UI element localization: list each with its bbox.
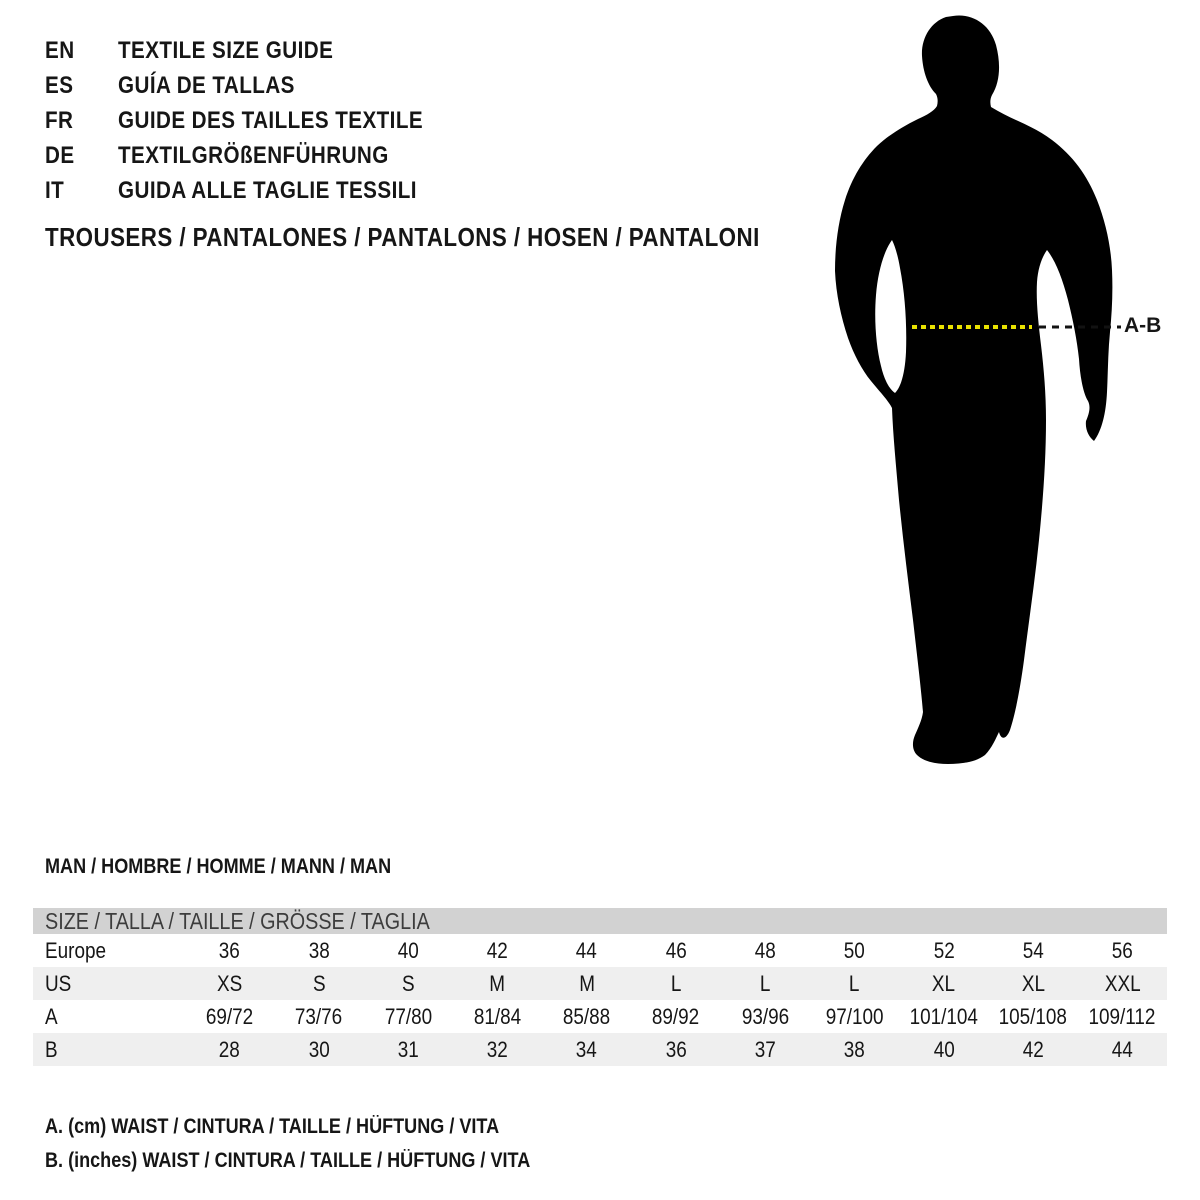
row-label: B (45, 1036, 58, 1062)
size-table-header: SIZE / TALLA / TAILLE / GRÖSSE / TAGLIA (33, 908, 1167, 934)
note-b-inches: B. (inches) WAIST / CINTURA / TAILLE / HÜFTUNG / VITA (45, 1149, 531, 1172)
product-heading: TROUSERS / PANTALONES / PANTALONS / HOSEN / PANTALONI (45, 222, 760, 252)
language-code: DE (45, 141, 75, 169)
row-label: US (45, 970, 72, 996)
language-code: EN (45, 36, 75, 64)
language-code: IT (45, 176, 65, 204)
table-row-us: US XS S S M M L L L XL XL XXL (33, 967, 1167, 1000)
language-code: ES (45, 71, 74, 99)
measurement-notes (45, 1110, 609, 1178)
size-table (33, 908, 1167, 1066)
guide-title-fr: GUIDE DES TAILLES TEXTILE (118, 106, 424, 134)
waist-measure-label: A-B (1124, 314, 1162, 337)
guide-title-de: TEXTILGRÖßENFÜHRUNG (118, 141, 389, 169)
row-label: A (45, 1003, 58, 1029)
note-a-cm: A. (cm) WAIST / CINTURA / TAILLE / HÜFTUNG / VITA (45, 1115, 500, 1138)
table-row-a-cm: A 69/72 73/76 77/80 81/84 85/88 89/92 93/96 97/100 101/104 105/108 109/112 (33, 1000, 1167, 1033)
table-row-b-inches: B 28 30 31 32 34 36 37 38 40 42 44 (33, 1033, 1167, 1066)
table-row-europe: Europe 36 38 40 42 44 46 48 50 52 54 56 (33, 934, 1167, 967)
man-silhouette (835, 16, 1112, 764)
guide-title-en: TEXTILE SIZE GUIDE (118, 36, 334, 64)
row-label: Europe (45, 937, 107, 963)
guide-title-es: GUÍA DE TALLAS (118, 71, 295, 99)
gender-heading: MAN / HOMBRE / HOMME / MANN / MAN (45, 855, 392, 878)
guide-title-it: GUIDA ALLE TAGLIE TESSILI (118, 176, 417, 204)
language-code: FR (45, 106, 74, 134)
